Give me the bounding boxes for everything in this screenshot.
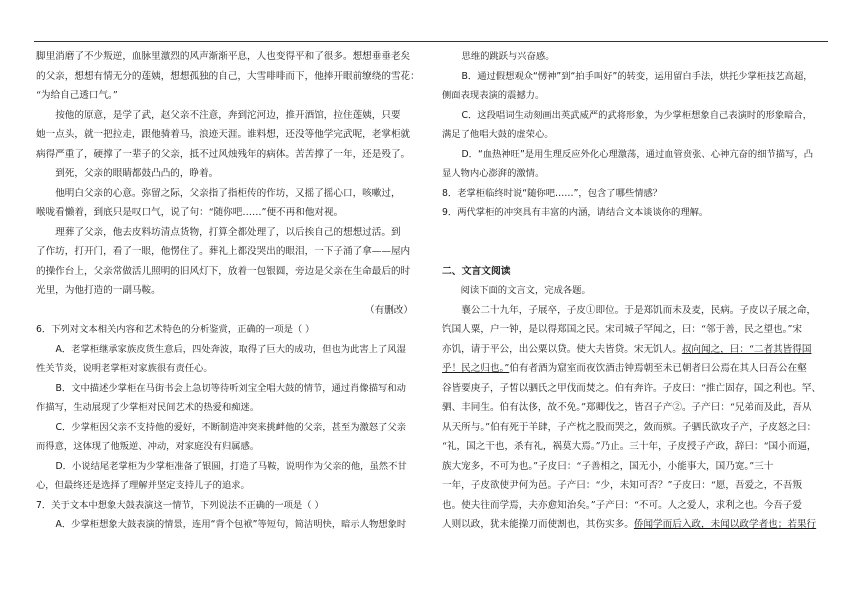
story-paragraph-line: 脚里消磨了不少叛逆，血脉里激烈的风声渐渐平息，人也变得平和了很多。想想垂垂老矣 [36, 51, 411, 62]
story-paragraph-line: 病得严重了，硬撑了一辈子的父亲，抵不过风烛残年的病体。苦苦撑了一年，还是殁了。 [36, 148, 411, 160]
question-6-option-a: A．老掌柜继承家族皮货生意后，四处奔波，取得了巨大的成功，但也为此害上了风湿 [55, 343, 406, 355]
story-paragraph-line: 按他的原意，是学了武，赵父亲不注意，奔到沱河边，推开酒馆，拉住莲姨，只要 [55, 109, 401, 121]
question-6-option-b: B．文中描述少掌柜在马街书会上急切等待听刘宝全唱大鼓的情节，通过肖像描写和动 [55, 382, 406, 394]
story-paragraph-line: 喉咙看懒着，到底只是叹口气，说了句：“随你吧……”便不再和他对视。 [36, 207, 344, 218]
question-6: 6．下列对文本相关内容和艺术特色的分析鉴赏，正确的一项是（ ） [36, 324, 315, 335]
header-rule [34, 41, 828, 42]
question-6-option-c: C．少掌柜因父亲不支持他的爱好，不断制造冲突来挑衅他的父亲，甚至为激怒了父亲 [55, 421, 406, 433]
underlined-sentence: 侨闻学而后入政，未闻以政学者也；若果行 [633, 519, 817, 530]
story-paragraph-line: 的操作台上，父亲常做活儿照明的旧风灯下，放着一包银圆，旁边是父亲在生命最后的时 [36, 265, 411, 277]
question-6-option-b-cont: 作描写，生动展现了少掌柜对民间艺术的热爱和痴迷。 [36, 402, 260, 413]
section-heading: 二、文言文阅读 [442, 265, 511, 277]
classical-text-line [442, 515, 832, 535]
underlined-sentence: 叔向闻之，曰：“二者其皆得国 [681, 343, 812, 355]
classical-text-line [442, 359, 832, 379]
question-7-option-a: A．少掌柜想象大鼓表演的情景，连用“背个包袱”等短句，简洁明快，暗示人物想象时 [55, 519, 407, 530]
classical-text-line: 襄公二十九年，子展卒，子皮①即位。于是郑饥而未及麦，民病。子皮以子展之命， [461, 304, 817, 316]
question-8: 8．老掌柜临终时说“随你吧……”，包含了哪些情感？ [442, 187, 663, 199]
question-6-option-d: D．小说结尾老掌柜为少掌柜准备了银圆，打造了马鞍，说明作为父亲的他，虽然不甘 [55, 460, 407, 472]
classical-text-span: 伯有者酒为窟室而夜饮酒击钟焉朝至未已朝者曰公焉在其人曰吾公在壑 [509, 363, 807, 374]
classical-text-line: 驷、丰同生。伯有汰侈，故不免。”郑卿伐之，皆召子产②。子产曰：“兄弟而及此，吾从 [442, 402, 812, 413]
classical-text-line: 一年，子皮欲使尹何为邑。子产曰：“少，未知可否？”子皮曰：“愿，吾爱之，不吾叛 [442, 480, 803, 491]
classical-text-line [442, 340, 832, 360]
question-7: 7．关于文本中想象大鼓表演这一情节，下列说法不正确的一项是（ ） [36, 499, 324, 511]
question-9: 9．两代掌柜的冲突具有丰富的内涵，请结合文本谈谈你的理解。 [442, 207, 709, 218]
spacer [442, 223, 832, 262]
classical-text-line: 族大宠多，不可为也。”子皮曰：“子善相之，国无小，小能事大，国乃宽。”三十 [442, 460, 774, 472]
story-paragraph-line: 了作坊，打开门，看了一眼，他愣住了。葬礼上都没哭出的眼泪，一下子涌了拿——屋内 [36, 246, 411, 257]
section-instruction: 阅读下面的文言文，完成各题。 [460, 285, 591, 296]
question-7-option-d: D．“血热神旺”是用生理反应外化心理激荡，通过血管贲张、心神亢奋的细节描写，凸 [461, 148, 813, 160]
question-7-option-b: B．通过假想观众“愣神”到“拍手叫好”的转变，运用留白手法，烘托少掌柜技艺高超， [461, 70, 813, 82]
question-7-option-b-cont: 侧面表现表演的震撼力。 [442, 90, 545, 101]
source-note: （有删改） [365, 304, 413, 316]
question-7-option-c: C．这段唱词生动刻画出英武威严的武将形象，为少掌柜想象自己表演时的形象暗合， [461, 109, 812, 121]
classical-text-line: 谷皆要庚子，子皙以驷氏之甲伐而焚之。伯有奔许。子皮曰：“推亡固存，国之利也。罕、 [442, 382, 822, 394]
story-paragraph-line: 的父亲，想想有情无分的莲姨，想想孤独的自己，大雪啡啡而下，他捧开眼前缭绕的雪花： [36, 70, 420, 82]
question-7-option-d-cont: 显人物内心澎湃的激情。 [442, 168, 545, 179]
classical-text-line: 饩国人粟，户一钟，是以得郑国之民。宋司城子罕闻之，曰：“邻于善，民之望也。”宋 [442, 324, 802, 335]
question-6-option-d-cont: 心，但最终还是选择了理解并坚定支持儿子的追求。 [36, 480, 250, 491]
story-paragraph-line: 他明白父亲的心意。弥留之际，父亲指了指柜传的作坊，又摇了摇心口，咳嗽过， [55, 187, 401, 199]
story-paragraph-line: “为给自己透口气。” [36, 90, 118, 101]
classical-text-line: 从天所与。”伯有死于羊肆，子产枕之股而哭之，敛而殡。子驷氏欲攻子产，子皮怒之曰： [442, 421, 817, 433]
classical-text-span: 人则以政，犹未能操刀而使割也，其伤实多。 [442, 519, 634, 530]
story-paragraph-line: 到死，父亲的眼睛都鼓凸凸的，睁着。 [55, 168, 219, 179]
right-column [442, 47, 832, 535]
left-column [36, 47, 427, 535]
story-paragraph-line: 她一点头，就一把拉走，跟他骑着马，浪迹天涯。谁料想，还没等他学完武呢，老掌柜就 [36, 129, 411, 140]
story-paragraph-line: 光里，为他打造的一副马鞍。 [36, 285, 161, 296]
question-7-option-a-cont: 思维的跳跃与兴奋感。 [461, 51, 555, 62]
classical-text-line: “礼，国之干也，杀有礼，祸莫大焉。”乃止。三十年，子皮授子产政，辞曰：“国小而逼， [442, 441, 817, 452]
underlined-sentence: 乎！民之归也。” [442, 363, 510, 374]
classical-text-line: 也。使夫往而学焉，夫亦愈知治矣。”子产曰：“不可。人之爱人，求利之也。今吾子爱 [442, 499, 802, 511]
story-paragraph-line: 理葬了父亲，他去皮料坊清点货物，打算全都处理了，以后挨自己的想想过活。到 [55, 226, 401, 238]
question-6-option-a-cont: 性关节炎，说明老掌柜对家族很有责任心。 [36, 363, 213, 374]
classical-text-span: 亦饥，请于平公，出公粟以贷。使大夫皆贷。宋无饥人。 [442, 343, 682, 355]
question-7-option-c-cont: 满足了他唱大鼓的虚荣心。 [442, 129, 554, 140]
question-6-option-c-cont: 而得意，这体现了他叛逆、冲动，对家庭没有归属感。 [36, 441, 260, 452]
